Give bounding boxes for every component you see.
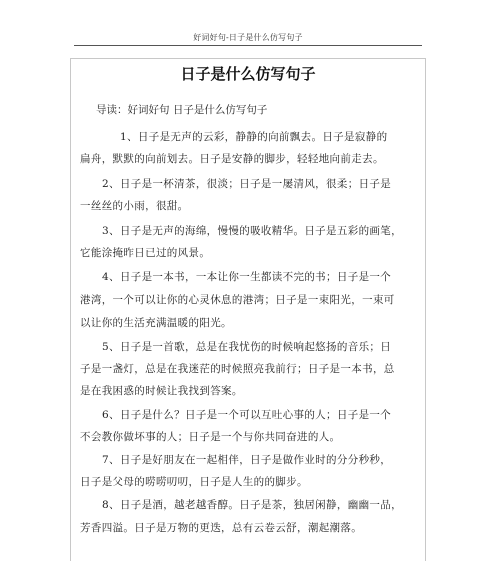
text-line: 芳香四溢。日子是万物的更迭，总有云卷云舒，潮起潮落。 <box>80 522 363 534</box>
header-divider <box>74 45 422 46</box>
text-line: 以让你的生活充满温暖的阳光。 <box>80 317 232 329</box>
text-line: 它能涂掩昨日已过的风景。 <box>80 247 211 259</box>
text-line: 港湾，一个可以让你的心灵休息的港湾；日子是一束阳光，一束可 <box>80 294 395 306</box>
text-line: 子是一盏灯，总是在我迷茫的时候照亮我前行；日子是一本书，总 <box>80 363 395 375</box>
text-line: 3、日子是无声的海绵，慢慢的吸收精华。日子是五彩的画笔， <box>102 225 402 237</box>
intro-text: 导读：好词好句 日子是什么仿写句子 <box>96 104 268 116</box>
document-title: 日子是什么仿写句子 <box>180 65 316 83</box>
text-line: 扁舟，默默的向前划去。日子是安静的脚步，轻轻地向前走去。 <box>80 153 384 165</box>
text-line: 是在我困惑的时候让我找到答案。 <box>80 385 243 397</box>
text-line: 7、日子是好朋友在一起相伴，日子是做作业时的分分秒秒， <box>102 454 392 466</box>
text-line: 6、日子是什么？日子是一个可以互吐心事的人；日子是一个 <box>102 409 392 421</box>
text-line: 一丝丝的小雨，很甜。 <box>80 200 189 212</box>
text-line: 8、日子是酒，越老越香醇。日子是茶，独居闲静，幽幽一品， <box>102 499 402 511</box>
text-line: 1、日子是无声的云彩，静静的向前飘去。日子是寂静的 <box>120 131 388 143</box>
text-line: 5、日子是一首歌，总是在我忧伤的时候响起悠扬的音乐；日 <box>102 341 392 353</box>
text-line: 4、日子是一本书，一本让你一生都读不完的书；日子是一个 <box>102 271 392 283</box>
text-line: 不会教你做坏事的人；日子是一个与你共同奋进的人。 <box>80 431 341 443</box>
page-header: 好词好句-日子是什么仿写句子 <box>193 33 303 42</box>
text-line: 2、日子是一杯清茶，很淡；日子是一屡清风，很柔；日子是 <box>102 178 392 190</box>
text-line: 日子是父母的唠唠叨叨，日子是人生的的脚步。 <box>80 476 308 488</box>
